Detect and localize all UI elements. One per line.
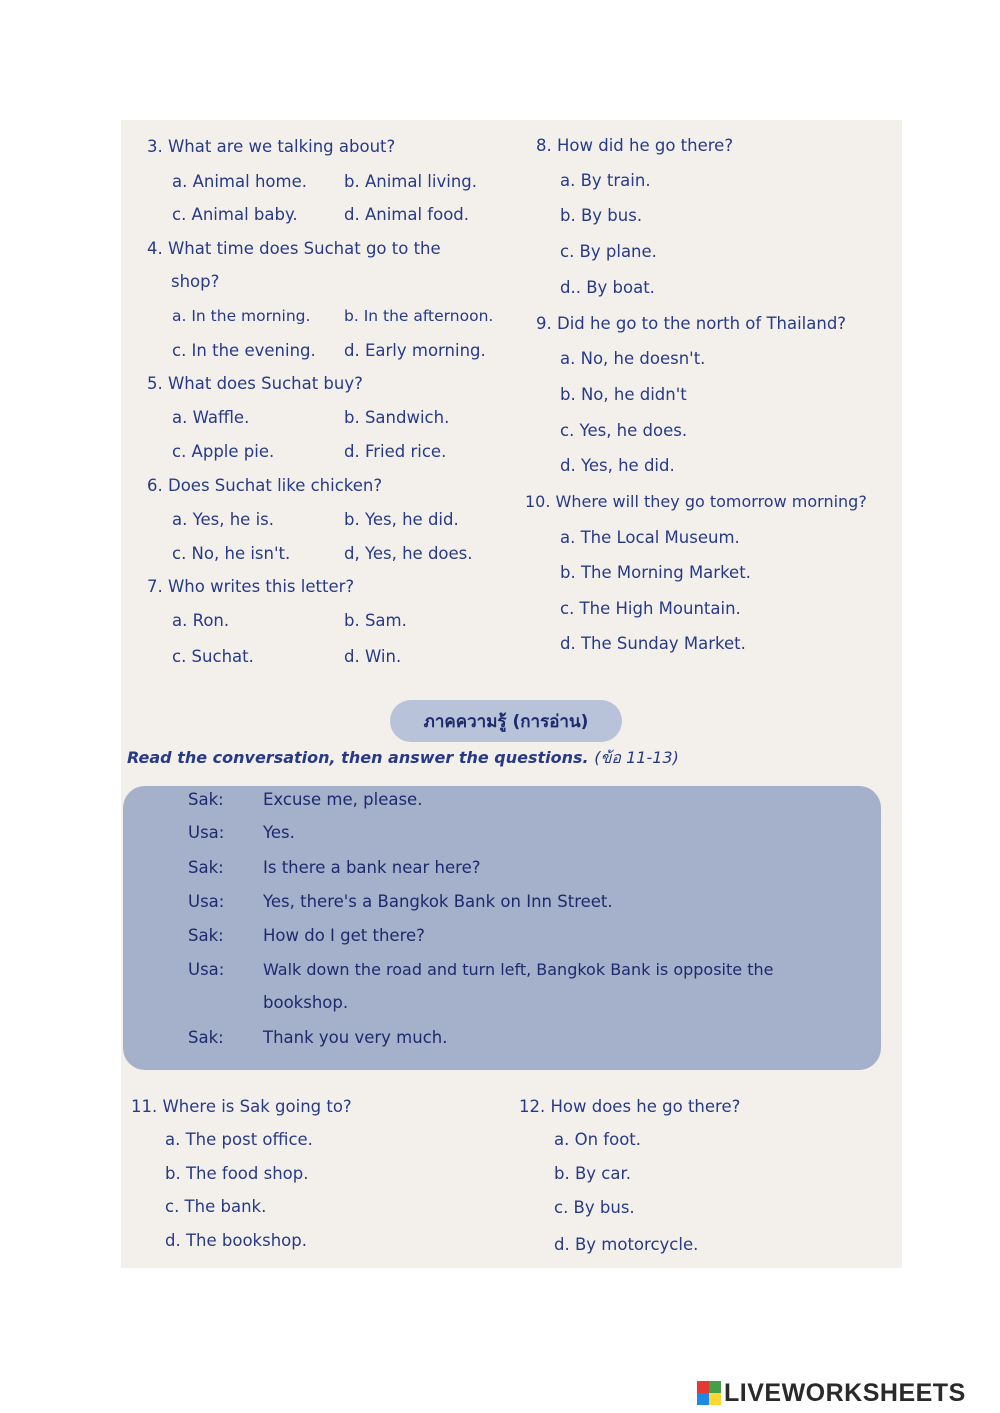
question-text: 5. What does Suchat buy? <box>147 374 363 393</box>
question-text: 12. How does he go there? <box>519 1097 741 1116</box>
option-c: c. Apple pie. <box>172 442 275 461</box>
option-a: a. Yes, he is. <box>172 510 275 529</box>
option-b: b. The Morning Market. <box>560 563 751 582</box>
speaker: Sak: <box>188 858 224 877</box>
question-text: 6. Does Suchat like chicken? <box>147 476 383 495</box>
speaker: Sak: <box>188 926 224 945</box>
dialog-line-cont: bookshop. <box>263 993 349 1012</box>
instruction-range: (ข้อ 11-13) <box>594 748 679 767</box>
question-text-cont: shop? <box>171 272 220 291</box>
option-c: c. No, he isn't. <box>172 544 291 563</box>
option-a: a. Ron. <box>172 611 230 630</box>
option-c: c. By bus. <box>554 1198 635 1217</box>
option-c: c. In the evening. <box>172 341 316 360</box>
option-b: b. The food shop. <box>165 1164 309 1183</box>
option-c: c. Animal baby. <box>172 205 298 224</box>
option-b: b. No, he didn't <box>560 385 687 404</box>
speaker: Usa: <box>188 960 225 979</box>
option-d: d, Yes, he does. <box>344 544 473 563</box>
option-d: d. Win. <box>344 647 402 666</box>
instruction-text <box>127 746 679 771</box>
dialog-line: How do I get there? <box>263 926 425 945</box>
option-c: c. Yes, he does. <box>560 421 688 440</box>
option-b: b. By bus. <box>560 206 643 225</box>
speaker: Usa: <box>188 823 225 842</box>
option-b: b. Animal living. <box>344 172 477 191</box>
option-b: b. By car. <box>554 1164 631 1183</box>
question-text: 7. Who writes this letter? <box>147 577 355 596</box>
question-text: 9. Did he go to the north of Thailand? <box>536 314 847 333</box>
speaker: Usa: <box>188 892 225 911</box>
option-a: a. By train. <box>560 171 651 190</box>
dialog-line: Thank you very much. <box>263 1028 448 1047</box>
dialog-line: Is there a bank near here? <box>263 858 481 877</box>
option-b: b. Yes, he did. <box>344 510 459 529</box>
logo-mark-icon <box>697 1381 721 1405</box>
option-c: c. The High Mountain. <box>560 599 741 618</box>
option-d: d.. By boat. <box>560 278 655 297</box>
question-text: 8. How did he go there? <box>536 136 734 155</box>
section-title: ภาคความรู้ (การอ่าน) <box>390 700 622 742</box>
option-c: c. Suchat. <box>172 647 254 666</box>
speaker: Sak: <box>188 790 224 809</box>
option-a: a. Waffle. <box>172 408 250 427</box>
option-c: c. By plane. <box>560 242 657 261</box>
option-d: d. Yes, he did. <box>560 456 675 475</box>
question-text: 3. What are we talking about? <box>147 137 396 156</box>
dialog-line: Walk down the road and turn left, Bangkok Bank is opposite the <box>263 960 774 979</box>
question-text: 11. Where is Sak going to? <box>131 1097 352 1116</box>
dialog-line: Yes, there's a Bangkok Bank on Inn Street. <box>263 892 613 911</box>
option-a: a. The post office. <box>165 1130 313 1149</box>
option-a: a. Animal home. <box>172 172 307 191</box>
conversation-box <box>123 786 881 1070</box>
option-a: a. The Local Museum. <box>560 528 740 547</box>
option-a: a. No, he doesn't. <box>560 349 706 368</box>
option-d: d. The bookshop. <box>165 1231 307 1250</box>
worksheet-page <box>121 120 902 1268</box>
option-b: b. Sam. <box>344 611 407 630</box>
logo-text: LIVEWORKSHEETS <box>724 1378 966 1407</box>
option-d: d. Fried rice. <box>344 442 447 461</box>
dialog-line: Yes. <box>263 823 295 842</box>
option-a: a. In the morning. <box>172 307 311 325</box>
option-d: d. Animal food. <box>344 205 470 224</box>
speaker: Sak: <box>188 1028 224 1047</box>
option-d: d. By motorcycle. <box>554 1235 699 1254</box>
option-d: d. The Sunday Market. <box>560 634 746 653</box>
option-c: c. The bank. <box>165 1197 267 1216</box>
question-text: 4. What time does Suchat go to the <box>147 239 441 258</box>
option-b: b. Sandwich. <box>344 408 450 427</box>
option-d: d. Early morning. <box>344 341 486 360</box>
dialog-line: Excuse me, please. <box>263 790 423 809</box>
liveworksheets-logo <box>697 1380 966 1406</box>
option-a: a. On foot. <box>554 1130 642 1149</box>
instruction-main: Read the conversation, then answer the questions. <box>127 748 589 767</box>
option-b: b. In the afternoon. <box>344 307 494 325</box>
question-text: 10. Where will they go tomorrow morning? <box>525 492 867 511</box>
